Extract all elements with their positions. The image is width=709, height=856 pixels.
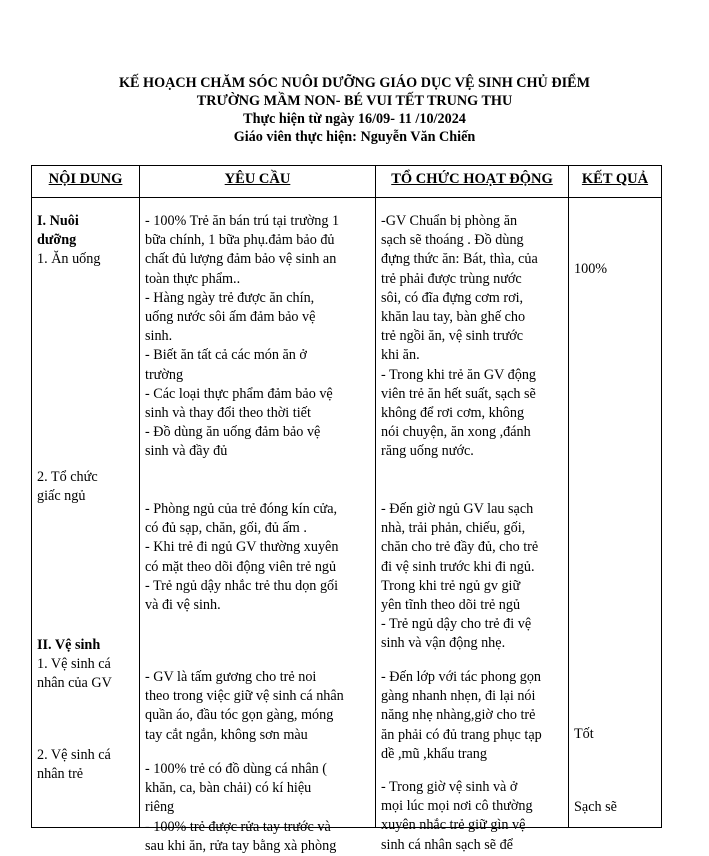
- activity-line: dề ,mũ ,khẩu trang: [381, 745, 487, 762]
- sub-child-hygiene-2: nhân trẻ: [37, 765, 84, 782]
- plan-table: [31, 165, 662, 854]
- result-child-hygiene: Sạch sẽ: [574, 799, 617, 815]
- section-hygiene-title: II. Vệ sinh: [37, 636, 101, 653]
- req-line: theo trong việc giữ vệ sinh cá nhân: [145, 688, 344, 705]
- activity-line: - Đến giờ ngủ GV lau sạch: [381, 501, 534, 517]
- sub-sleep-2: giấc ngủ: [37, 487, 86, 504]
- document-title-line2: TRƯỜNG MẦM NON- BÉ VUI TẾT TRUNG THU: [196, 93, 513, 109]
- activity-line: sinh và vận động nhẹ.: [381, 635, 506, 652]
- header-results: KẾT QUẢ: [569, 166, 662, 198]
- activity-line: không để rơi cơm, không: [381, 405, 525, 422]
- activity-line: sạch sẽ thoáng . Đồ dùng: [381, 232, 524, 249]
- activity-line: - Đến lớp với tác phong gọn: [381, 669, 542, 685]
- table-row: [32, 198, 662, 828]
- sub-teacher-hygiene-1: 1. Vệ sinh cá: [37, 655, 111, 672]
- table-header-row: [32, 166, 662, 198]
- activity-line: gàng nhanh nhẹn, đi lại nói: [381, 688, 536, 705]
- document-header: [0, 74, 709, 146]
- req-line: toàn thực phẩm..: [145, 270, 241, 287]
- req-line: - Biết ăn tất cả các món ăn ở: [145, 347, 307, 364]
- section-nutrition-title-2: dưỡng: [37, 232, 77, 249]
- date-range: Thực hiện từ ngày 16/09- 11 /10/2024: [243, 111, 466, 127]
- req-line: uống nước sôi ấm đảm bảo vệ: [145, 309, 316, 326]
- activity-line: đựng thức ăn: Bát, thìa, của: [381, 251, 538, 268]
- result-nutrition: 100%: [574, 261, 608, 277]
- activity-line: chăn cho trẻ đầy đủ, cho trẻ: [381, 539, 539, 556]
- activity-line: ăn phải có đủ trang phục tạp: [381, 726, 542, 743]
- teacher-name: Giáo viên thực hiện: Nguyễn Văn Chiến: [233, 129, 476, 145]
- req-line: - Các loại thực phẩm đảm bảo vệ: [145, 385, 333, 402]
- req-line: - Phòng ngủ của trẻ đóng kín cửa,: [145, 501, 338, 517]
- activity-line: khăn lau tay, bàn ghế cho: [381, 309, 526, 326]
- activity-line: viên trẻ ăn hết suất, sạch sẽ: [381, 385, 536, 402]
- req-line: chất đủ lượng đảm bảo vệ sinh an: [145, 251, 337, 268]
- activity-line: mọi lúc mọi nơi cô thường: [381, 798, 533, 815]
- activity-line: răng uống nước.: [381, 443, 474, 460]
- req-line: - 100% trẻ có đồ dùng cá nhân (: [145, 761, 328, 777]
- activity-line: -GV Chuẩn bị phòng ăn: [381, 213, 518, 229]
- activity-line: sôi, có đĩa đựng cơm rơi,: [381, 289, 524, 306]
- req-line: tay cắt ngắn, không sơn màu: [145, 726, 308, 743]
- results-cell: [569, 198, 662, 828]
- activity-line: - Trong khi trẻ ăn GV động: [381, 366, 537, 383]
- req-line: có mặt theo dõi động viên trẻ ngủ: [145, 558, 337, 575]
- activity-line: nhà, trải phản, chiếu, gối,: [381, 520, 526, 537]
- req-line: - Hàng ngày trẻ được ăn chín,: [145, 289, 315, 306]
- req-line: quần áo, đầu tóc gọn gàng, móng: [145, 707, 334, 724]
- result-teacher-hygiene: Tốt: [574, 726, 594, 742]
- req-line: và đi vệ sinh.: [145, 597, 221, 614]
- req-line: - Trẻ ngủ dậy nhắc trẻ thu dọn gối: [145, 577, 339, 594]
- activity-line: Trong khi trẻ ngủ gv giữ: [381, 577, 521, 594]
- req-line: sinh và thay đổi theo thời tiết: [145, 405, 311, 422]
- activity-line: - Trẻ ngủ dậy cho trẻ đi vệ: [381, 616, 532, 633]
- activity-line: sinh cá nhân sạch sẽ để: [381, 836, 513, 853]
- section-nutrition-title: I. Nuôi: [37, 213, 79, 229]
- sub-eating: 1. Ăn uống: [37, 251, 101, 268]
- activity-line: khi ăn.: [381, 347, 420, 364]
- sub-teacher-hygiene-2: nhân của GV: [37, 674, 112, 691]
- content-cell: [32, 198, 140, 828]
- document-title-line1: KẾ HOẠCH CHĂM SÓC NUÔI DƯỠNG GIÁO DỤC VỆ SINH CHỦ ĐIỂM: [119, 75, 590, 91]
- activity-line: yên tĩnh theo dõi trẻ ngủ: [381, 597, 521, 614]
- req-line: trường: [145, 366, 184, 383]
- activity-line: đi vệ sinh trước khi đi ngủ.: [381, 558, 535, 575]
- activity-line: năng nhẹ nhàng,giờ cho trẻ: [381, 707, 536, 724]
- activity-line: nói chuyện, ăn xong ,đánh: [381, 424, 531, 441]
- req-line: có đủ sạp, chăn, gối, đủ ấm .: [145, 520, 307, 537]
- header-requirements: YÊU CẦU: [140, 166, 376, 198]
- activity-line: trẻ ngồi ăn, vệ sinh trước: [381, 328, 524, 345]
- header-activities: TỔ CHỨC HOẠT ĐỘNG: [376, 166, 569, 198]
- sub-sleep-1: 2. Tổ chức: [37, 468, 98, 485]
- header-content: NỘI DUNG: [32, 166, 140, 198]
- req-line: bữa chính, 1 bữa phụ.đảm bảo đủ: [145, 232, 335, 249]
- activity-line: xuyên nhắc trẻ giữ gìn vệ: [381, 817, 526, 834]
- activities-cell: [376, 198, 569, 853]
- activity-line: trẻ phải được trùng nước: [381, 270, 522, 287]
- req-line: - Đồ dùng ăn uống đảm bảo vệ: [145, 424, 321, 441]
- req-line: sinh và đầy đủ: [145, 443, 228, 460]
- req-line: khăn, ca, bàn chải) có kí hiệu: [145, 780, 312, 797]
- sub-child-hygiene-1: 2. Vệ sinh cá: [37, 746, 111, 763]
- req-line: - 100% Trẻ ăn bán trú tại trường 1: [145, 213, 340, 229]
- req-line: - GV là tấm gương cho trẻ noi: [145, 669, 317, 685]
- requirements-cell: [140, 198, 376, 854]
- req-line: sinh.: [145, 328, 173, 345]
- activity-line: - Trong giờ vệ sinh và ở: [381, 779, 518, 795]
- req-line: - Khi trẻ đi ngủ GV thường xuyên: [145, 539, 339, 556]
- req-line: riêng: [145, 799, 175, 816]
- req-line: sau khi ăn, rửa tay bằng xà phòng: [145, 837, 337, 854]
- req-line: - 100% trẻ được rửa tay trước và: [145, 818, 331, 835]
